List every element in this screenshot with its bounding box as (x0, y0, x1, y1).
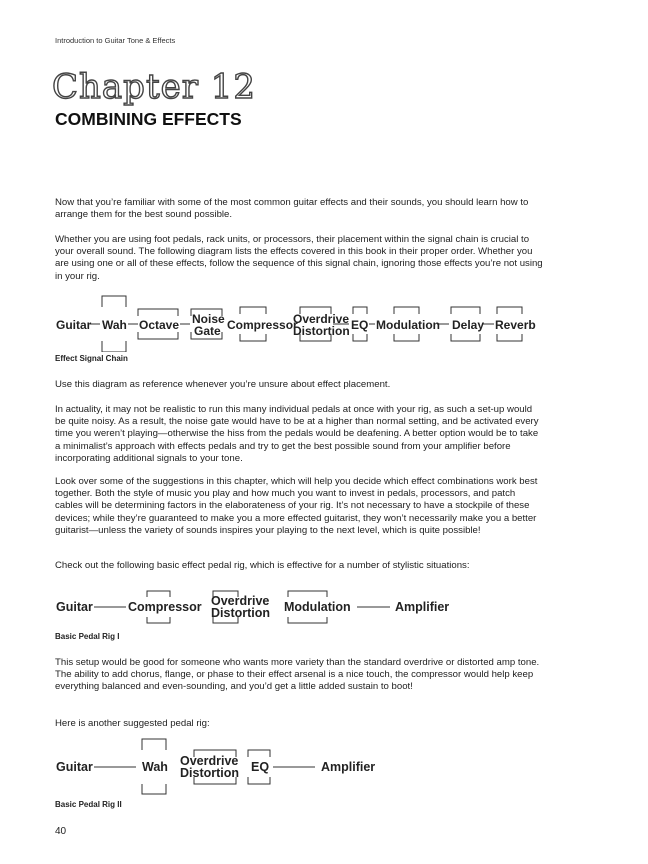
rig1-label-distortion: Distortion (211, 606, 271, 620)
label-noise: Noise (192, 312, 225, 326)
label-gate: Gate (194, 324, 221, 338)
label-octave: Octave (139, 318, 180, 332)
rig1-label-compressor: Compressor (128, 600, 202, 614)
paragraph-check-out: Check out the following basic effect pedal rig, which is effective for a number of stylistic situations: (55, 560, 470, 571)
label-reverb: Reverb (495, 318, 536, 332)
running-head: Introduction to Guitar Tone & Effects (55, 36, 176, 45)
label-distortion: Distortion (293, 324, 350, 338)
rig1-label-guitar: Guitar (56, 600, 93, 614)
paragraph-intro: Now that you’re familiar with some of the most common guitar effects and their sounds, you should learn how to arrange them for the best sound possible. (55, 197, 529, 221)
signal-chain-diagram (50, 294, 550, 352)
label-overdrive: Overdrive (293, 312, 350, 326)
paragraph-suggestions: Look over some of the suggestions in this chapter, which will help you decide which effect combinations work best together. Both the style of music you play and how much you want to invest in pedals, processors, and patch cables will be determining factors in the elaborateness of your rig. It’s not necessary to have a stockpile of these devices; while they’re guaranteed to make you a more effected guitarist, they won’t necessarily make you a better guitarist—unless the variety of sounds inspires your playing to the next level, which is quite possible! (55, 476, 538, 536)
rig2-diagram (50, 736, 390, 796)
paragraph-reference: Use this diagram as reference whenever you’re unsure about effect placement. (55, 379, 391, 390)
rig1-label-modulation: Modulation (284, 600, 351, 614)
paragraph-placement: Whether you are using foot pedals, rack units, or processors, their placement within the signal chain is crucial to your overall sound. The following diagram lists the effects covered in this book in their proper order. Whether you are using one or all of these effects, follow the sequence of this signal chain, ignoring those effects you’re not using in your rig. (55, 234, 543, 282)
rig2-label-guitar: Guitar (56, 760, 93, 774)
rig2-label-eq: EQ (251, 760, 270, 774)
rig1-label-overdrive: Overdrive (211, 594, 270, 608)
rig2-label-overdrive: Overdrive (180, 754, 239, 768)
label-eq: EQ (351, 318, 369, 332)
label-compressor: Compressor (227, 318, 298, 332)
caption-rig2: Basic Pedal Rig II (55, 800, 122, 809)
chapter-number: Chapter 12 (52, 67, 257, 107)
paragraph-setup: This setup would be good for someone who wants more variety than the standard overdrive or distorted amp tone. The ability to add chorus, flange, or phase to their effect arsenal is a nice touch, the compressor would help keep everything balanced and even-sounding, and you’d get a little added sustain to boot! (55, 657, 540, 693)
caption-rig1: Basic Pedal Rig I (55, 632, 120, 641)
rig1-diagram (50, 588, 470, 628)
caption-signal-chain: Effect Signal Chain (55, 354, 128, 363)
label-guitar: Guitar (56, 318, 92, 332)
label-delay: Delay (452, 318, 485, 332)
rig2-label-wah: Wah (142, 760, 168, 774)
label-modulation: Modulation (376, 318, 440, 332)
rig2-label-amplifier: Amplifier (321, 760, 376, 774)
rig1-label-amplifier: Amplifier (395, 600, 450, 614)
chapter-title: COMBINING EFFECTS (55, 109, 242, 129)
paragraph-another-rig: Here is another suggested pedal rig: (55, 718, 210, 729)
rig2-label-distortion: Distortion (180, 766, 240, 780)
paragraph-actuality: In actuality, it may not be realistic to run this many individual pedals at once with your rig, as such a set-up would be quite noisy. As a result, the noise gate would have to be at a higher than normal setting, and be activated every time you weren’t playing—otherwise the hiss from the pedals would be deafening. A better option would be to take a minimalist’s approach with effects pedals and try to get the best possible sound from your amplifier before incorporating additional signals to your tone. (55, 404, 539, 464)
page-number: 40 (55, 826, 67, 837)
label-wah: Wah (102, 318, 127, 332)
